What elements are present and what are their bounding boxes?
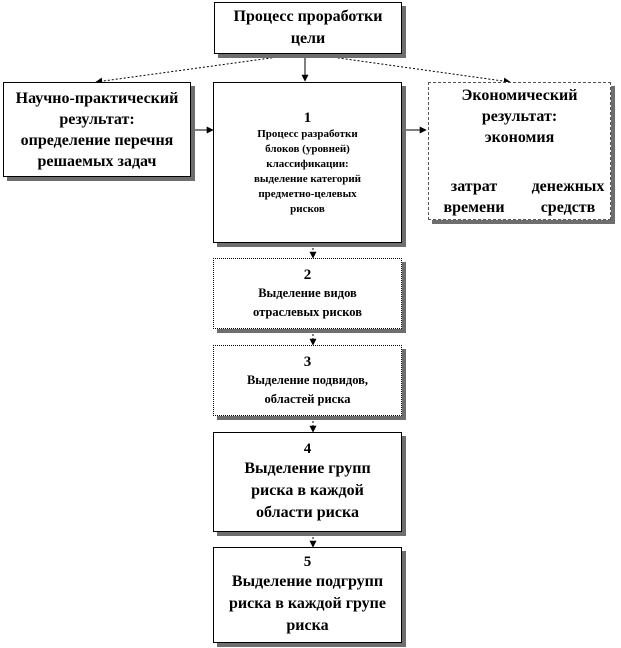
step-4-label: Выделение групп риска в каждой области риска (244, 460, 371, 521)
step-3-box (213, 345, 402, 416)
step-1-label: Процесс разработки блоков (уровней) классификации: выделение категорий предметно-целевых рисков (253, 127, 362, 215)
step-3-number: 3 (303, 353, 312, 370)
step-3-label: Выделение подвидов, областей риска (246, 372, 369, 406)
step-1-number: 1 (303, 109, 312, 126)
economic-result-label: Экономический результат: экономия (461, 87, 578, 146)
economy-item-money: денежных средств (531, 178, 605, 216)
step-5-label: Выделение подгрупп риска в каждой групе риска (229, 573, 386, 634)
step-4-number: 4 (303, 441, 312, 457)
step-5-number: 5 (303, 554, 312, 570)
step-4-box (213, 432, 402, 532)
scientific-result-box (3, 82, 191, 177)
scientific-result-label: Научно-практический результат: определение перечня решаемых задач (15, 89, 179, 170)
economy-item-time: затрат времени (443, 178, 505, 216)
step-2-number: 2 (303, 266, 312, 283)
goal-label: Процесс проработки цели (233, 8, 383, 47)
step-5-box (213, 547, 402, 643)
step-2-label: Выделение видов отраслевых рисков (252, 285, 362, 319)
step-1-box (213, 82, 402, 243)
goal-box (214, 2, 402, 54)
arrow-goal-to-left (96, 54, 300, 82)
step-2-box (213, 258, 402, 329)
arrow-goal-to-right (310, 54, 510, 82)
